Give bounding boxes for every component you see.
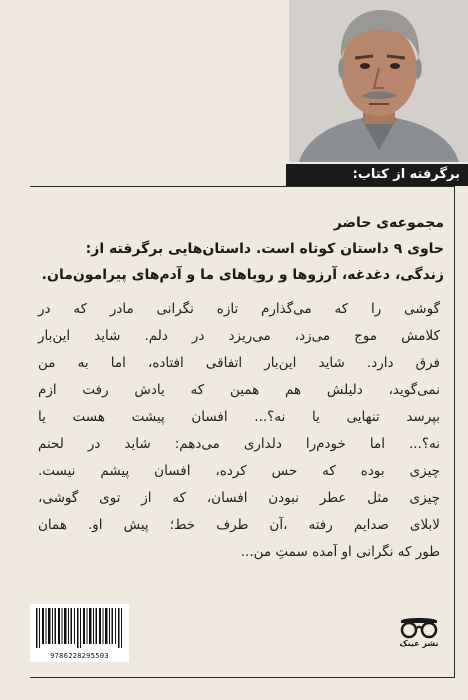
excerpt-line: کلامش موج می‌زد، می‌ریزد در دلم. شاید این‌بار <box>38 328 440 344</box>
isbn-number: 9786228295503 <box>50 652 109 660</box>
book-intro <box>32 210 444 288</box>
isbn-barcode <box>30 604 129 662</box>
excerpt-line: طور که نگرانی او آمده سمتِ من... <box>240 544 440 560</box>
excerpt-line: چیزی بوده که حس کرده، افسان پیشم نیست. <box>38 463 440 479</box>
excerpt-line: فرق دارد. شاید این‌بار اتفاقی افتاده، اما به من <box>38 355 440 371</box>
excerpt-line: نمی‌گوید، دلیلش هم همین که یادش رفت ازم <box>38 382 440 398</box>
author-photo <box>289 0 468 162</box>
publisher-name: نشر عینک <box>399 639 439 648</box>
excerpt-line: گوشی را که می‌گذارم تازه نگرانی مادر که در <box>38 301 440 317</box>
intro-line: مجموعه‌ی حاضر <box>333 215 444 231</box>
barcode-bars <box>30 604 129 650</box>
intro-line: زندگی، دغدغه، آرزوها و رویاهای ما و آدم‌های پیرامون‌مان. <box>41 267 444 283</box>
excerpt-line: نه؟... اما خودم‌را دلداری می‌دهم: شاید در لحنم <box>38 436 440 452</box>
excerpt-line: چیزی مثل عطر نبودن افسان، که از توی گوشی، <box>38 490 440 506</box>
excerpt-label: برگرفته از کتاب: <box>286 164 468 186</box>
excerpt-line: بپرسد تنهایی یا نه؟... افسان پیشت هست یا <box>38 409 440 425</box>
book-excerpt <box>38 296 440 566</box>
excerpt-line: لابلای صدایم رفته ،آن طرف خط؛ پیش او. همان <box>38 517 440 533</box>
publisher-logo <box>395 615 443 655</box>
intro-line: حاوی ۹ داستان کوتاه است. داستان‌هایی برگرفته از: <box>85 241 444 257</box>
glasses-icon <box>395 615 443 639</box>
